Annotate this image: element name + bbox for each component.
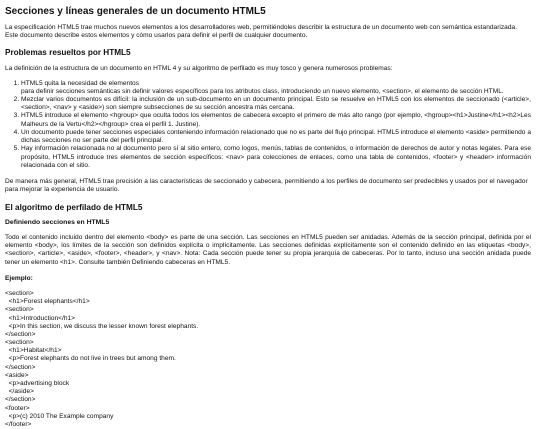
list-item: 3. HTML5 introduce el elemento <hgroup> que oculta todos los elementos de cabecera excepto el primero de más alto rango (por ejemplo, <hgroup><h1>Justine</h1><h2>Les Malheurs de la Vertu</h2></hgroup> crea el perfil 1. Justine). bbox=[21, 112, 531, 128]
problems-list bbox=[5, 80, 531, 171]
example-label: Ejemplo: bbox=[5, 274, 33, 282]
problems-closing: De manera más general, HTML5 trae precisión a las características de seccionado y cabecera, permitiendo a los perfiles de documento ser predecibles y usados por el navegador para mejorar la experiencia de usuario. bbox=[5, 178, 528, 194]
list-item: 4. Un documento puede tener secciones especiales conteniendo información relacionado que no es parte del flujo principal. HTML5 introduce el elemento <aside> permitiendo a dichas secciones no ser parte del perfil principal. bbox=[21, 129, 531, 145]
problems-lead: La definición de la estructura de un documento en HTML 4 y su algoritmo de perfilado es muy tosco y genera numerosos problemas: bbox=[5, 65, 393, 73]
problems-heading: Problemas resueltos por HTML5 bbox=[5, 48, 131, 58]
sections-paragraph: Todo el contenido incluido dentro del elemento <body> es parte de una sección. Las secciones en HTML5 pueden ser anidadas. Además de la sección principal, definida por el elemento <body>, los límites de la sección son definidos explícita o implícitamente. Las secciones definidas explícitamente son el contenido definido en las etiquetas <body>, <section>, <article>, <aside>, <footer>, <header>, y <nav>. Nota: Cada sección puede tener su propia jerarquía de cabeceras. Por lo tanto, incluso una sección anidada puede tener un elemento <h1>. Consulte también Definiendo cabeceras en HTML5. bbox=[5, 233, 531, 266]
sections-subheading: Definiendo secciones en HTML5 bbox=[5, 219, 110, 227]
code-example: <section> <h1>Forest elephants</h1> <section> <h1>Introduction</h1> <p>In this section, we discuss the lesser known forest elephants. </section> <section> <h1>Habitat</h1> <p>Forest elephants do not live in trees but among them. </section> <aside> <p>advertising block </aside> </section> <footer> <p>(c) 2010 The Example company </footer> bbox=[5, 290, 199, 428]
algorithm-heading: El algoritmo de perfilado de HTML5 bbox=[5, 202, 143, 212]
list-item: 1. HTML5 quita la necesidad de elementos para definir secciones semánticas sin definir valores específicos para los atributos class, introduciendo un nuevo elemento, <section>, el elemento de sección HTML. bbox=[21, 80, 531, 96]
page-title: Secciones y líneas generales de un documento HTML5 bbox=[5, 6, 266, 17]
list-item: 5. Hay información relacionada no al documento pero sí al sitio entero, como logos, menús, tablas de contenidos, o información de derechos de autor y notas legales. Para ese propósito, HTML5 introduce tres elementos de sección específicos: <nav> para colecciones de enlaces, como una tabla de contenidos, <footer> y <header> información relacionada con el sitio. bbox=[21, 145, 531, 170]
list-item: 2. Mezclar varios documentos es difícil: la inclusión de un sub-documento en un documento principal. Esto se resuelve en HTML5 con los elementos de seccionado (<article>, <section>, <nav> y <aside>) son siempre subsecciones de su sección ancestra más cercana. bbox=[21, 96, 531, 112]
intro-paragraph: La especificación HTML5 trae muchos nuevos elementos a los desarrolladores web, permitiéndoles describir la estructura de un documento web con semántica estandarizada. Este documento describe estos elementos y cómo usarlos para definir el perfil de cualquier documento. bbox=[5, 24, 518, 40]
